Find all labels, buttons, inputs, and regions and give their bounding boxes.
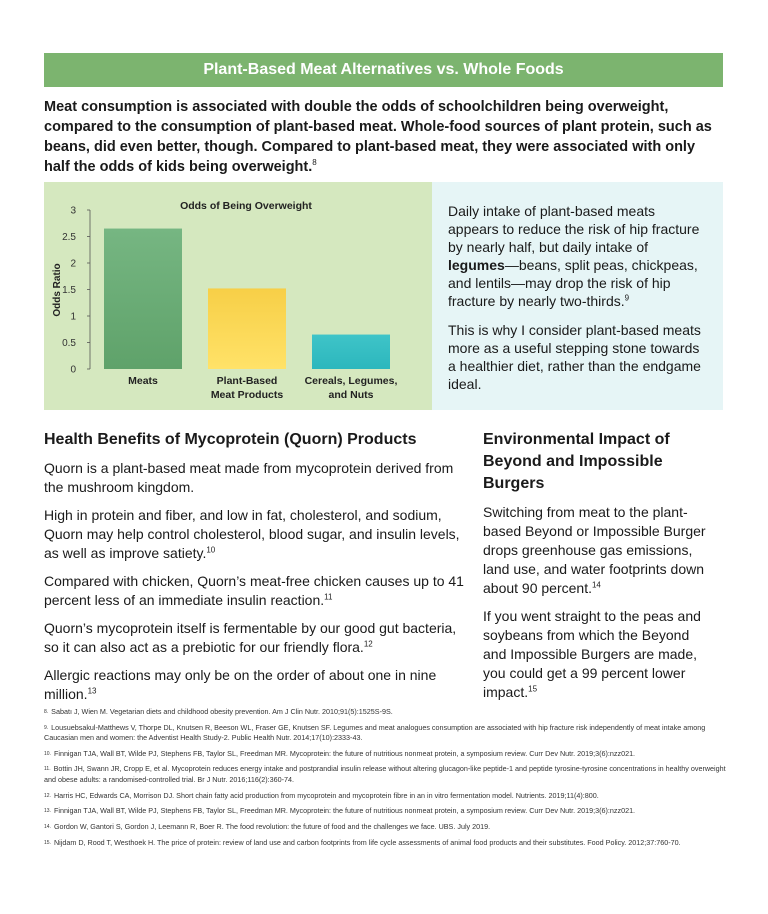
quorn-paragraph-4	[44, 619, 464, 657]
environment-section	[483, 429, 715, 711]
quorn-text-5: Allergic reactions may only be on the order of about one in nine million.	[44, 667, 437, 702]
reference-number: 9.	[44, 724, 49, 731]
x-category-label: Meats	[128, 375, 158, 387]
intro-text: Meat consumption is associated with double the odds of schoolchildren being overweight, compared to the consumption of plant-based meat. Whole-food sources of plant protein, such as beans, did even better, though. Compared to plant-based meat, they were associated with only half the odds of kids being overweight.	[44, 99, 712, 175]
reference-item	[44, 707, 734, 718]
env-text-1: Switching from meat to the plant-based Beyond or Impossible Burger drops greenhouse gas emissions, land use, and water footprints down about 90 percent.	[483, 504, 706, 596]
odds-chart	[44, 182, 432, 410]
reference-item	[44, 723, 734, 744]
reference-text: Finnigan TJA, Wall BT, Wilde PJ, Stephens FB, Taylor SL, Freedman MR. Mycoprotein: the future of nutritious nonmeat protein, a symposium review. Curr Dev Nutr. 2019;3(6):nzz021.	[53, 806, 636, 816]
env-ref-2: 15	[528, 684, 538, 694]
quorn-ref-2: 10	[206, 545, 216, 555]
environment-heading: Environmental Impact of Beyond and Impossible Burgers	[483, 431, 670, 492]
hip-text-2: —beans, split peas, chickpeas, and lentils—may drop the risk of hip fracture by nearly two-thirds.	[448, 257, 698, 309]
reference-number: 8.	[44, 709, 49, 715]
quorn-ref-4: 12	[363, 639, 373, 649]
quorn-paragraph-3	[44, 572, 464, 610]
reference-number: 10.	[44, 750, 51, 757]
reference-number: 14.	[44, 823, 51, 830]
reference-number: 12.	[44, 792, 51, 799]
banner-title: Plant-Based Meat Alternatives vs. Whole Foods	[203, 61, 564, 78]
references-list	[44, 707, 734, 853]
reference-item	[44, 838, 734, 849]
reference-text: Gordon W, Gantori S, Gordon J, Leemann R, Boer R. The food revolution: the future of food and the challenges we face. UBS. July 2019.	[53, 822, 491, 832]
intro-paragraph	[44, 97, 724, 177]
x-category-label: Meat Products	[210, 389, 284, 401]
env-text-2: If you went straight to the peas and soybeans from which the Beyond and Impossible Burgers are made, you could get a 99 percent lower impact.	[483, 608, 701, 700]
stepping-stone-paragraph: This is why I consider plant-based meats more as a useful stepping stone towards a healthier diet, rather than the endgame ideal.	[448, 322, 701, 392]
reference-number: 15.	[44, 839, 51, 846]
environment-paragraph-2	[483, 607, 715, 702]
reference-text: Bottin JH, Swann JR, Cropp E, et al. Mycoprotein reduces energy intake and postprandial insulin release without altering glucagon-like peptide-1 and peptide tyrosine-tyrosine concentrations in healthy overweight and obese adults: a randomised-controlled trial. Br J Nutr. 2016;116(2):360-74.	[44, 764, 726, 785]
reference-text: Harris HC, Edwards CA, Morrison DJ. Short chain fatty acid production from mycoprotein and mycoprotein fibre in an in vitro fermentation model. Nutrients. 2019;11(4):800.	[53, 790, 599, 800]
hip-ref: 9	[624, 293, 630, 303]
reference-text: Lousuebsakul-Matthews V, Thorpe DL, Knutsen R, Beeson WL, Fraser GE, Knutsen SF. Legumes and meat analogues consumption are associated with hip fracture risk independently of meat intake among Caucasian men and women: the Adventist Health Study-2. Public Health Nutr. 2014;17(10):2333-43.	[44, 722, 706, 743]
chart-ylabel: Odds Ratio	[52, 263, 63, 317]
bar-3	[312, 335, 390, 369]
quorn-ref-3: 11	[324, 592, 333, 602]
env-ref-1: 14	[591, 580, 601, 590]
reference-item	[44, 764, 734, 785]
bar-1	[104, 229, 182, 369]
hip-fracture-paragraph	[448, 202, 705, 310]
hip-text-1: Daily intake of plant-based meats appears to reduce the risk of hip fracture by nearly half, but daily intake of	[448, 203, 700, 255]
quorn-paragraph-1: Quorn is a plant-based meat made from mycoprotein derived from the mushroom kingdom.	[44, 460, 454, 495]
x-category-label: Cereals, Legumes,	[304, 375, 398, 387]
quorn-text-3: Compared with chicken, Quorn’s meat-free chicken causes up to 41 percent less of an immediate insulin reaction.	[44, 573, 464, 608]
y-tick-label: 1.5	[62, 285, 76, 296]
reference-item	[44, 791, 734, 802]
reference-number: 11.	[44, 766, 51, 773]
reference-number: 13.	[44, 808, 51, 815]
legumes-bold: legumes	[448, 257, 505, 273]
y-tick-label: 3	[70, 205, 76, 217]
y-tick-label: 1	[70, 311, 76, 323]
hip-fracture-panel	[432, 182, 723, 410]
y-tick-label: 2	[70, 258, 76, 270]
y-tick-label: 0	[70, 364, 76, 376]
intro-ref: 8	[312, 158, 317, 168]
quorn-paragraph-2	[44, 506, 464, 563]
quorn-paragraph-5	[44, 666, 464, 704]
bar-2	[208, 288, 286, 369]
reference-item	[44, 749, 734, 760]
quorn-heading: Health Benefits of Mycoprotein (Quorn) Products	[44, 431, 417, 448]
reference-text: Nijdam D, Rood T, Westhoek H. The price of protein: review of land use and carbon footprints from life cycle assessments of animal food products and their substitutes. Food Policy. 2012;37:760-70.	[53, 837, 681, 847]
x-category-label: and Nuts	[328, 389, 374, 401]
quorn-section	[44, 429, 464, 713]
chart-title: Odds of Being Overweight	[180, 200, 312, 212]
x-category-label: Plant-Based	[216, 375, 278, 387]
y-tick-label: 2.5	[62, 232, 76, 243]
y-tick-label: 0.5	[62, 338, 76, 349]
reference-item	[44, 806, 734, 817]
quorn-text-2: High in protein and fiber, and low in fat, cholesterol, and sodium, Quorn may help control cholesterol, blood sugar, and insulin levels, as well as improve satiety.	[44, 507, 460, 561]
reference-item	[44, 822, 734, 833]
section-banner	[44, 53, 723, 87]
reference-text: Finnigan TJA, Wall BT, Wilde PJ, Stephens FB, Taylor SL, Freedman MR. Mycoprotein: the future of nutritious nonmeat protein, a symposium review. Curr Dev Nutr. 2019;3(6):nzz021.	[53, 748, 636, 758]
reference-text: Sabatı J, Wien M. Vegetarian diets and childhood obesity prevention. Am J Clin Nutr. 2010;91(5):1525S-9S.	[51, 707, 393, 717]
environment-paragraph-1	[483, 503, 715, 598]
quorn-text-4: Quorn’s mycoprotein itself is fermentable by our good gut bacteria, so it can also act as a prebiotic for our friendly flora.	[44, 620, 457, 655]
chart-panel	[44, 182, 432, 410]
quorn-ref-5: 13	[87, 686, 97, 696]
